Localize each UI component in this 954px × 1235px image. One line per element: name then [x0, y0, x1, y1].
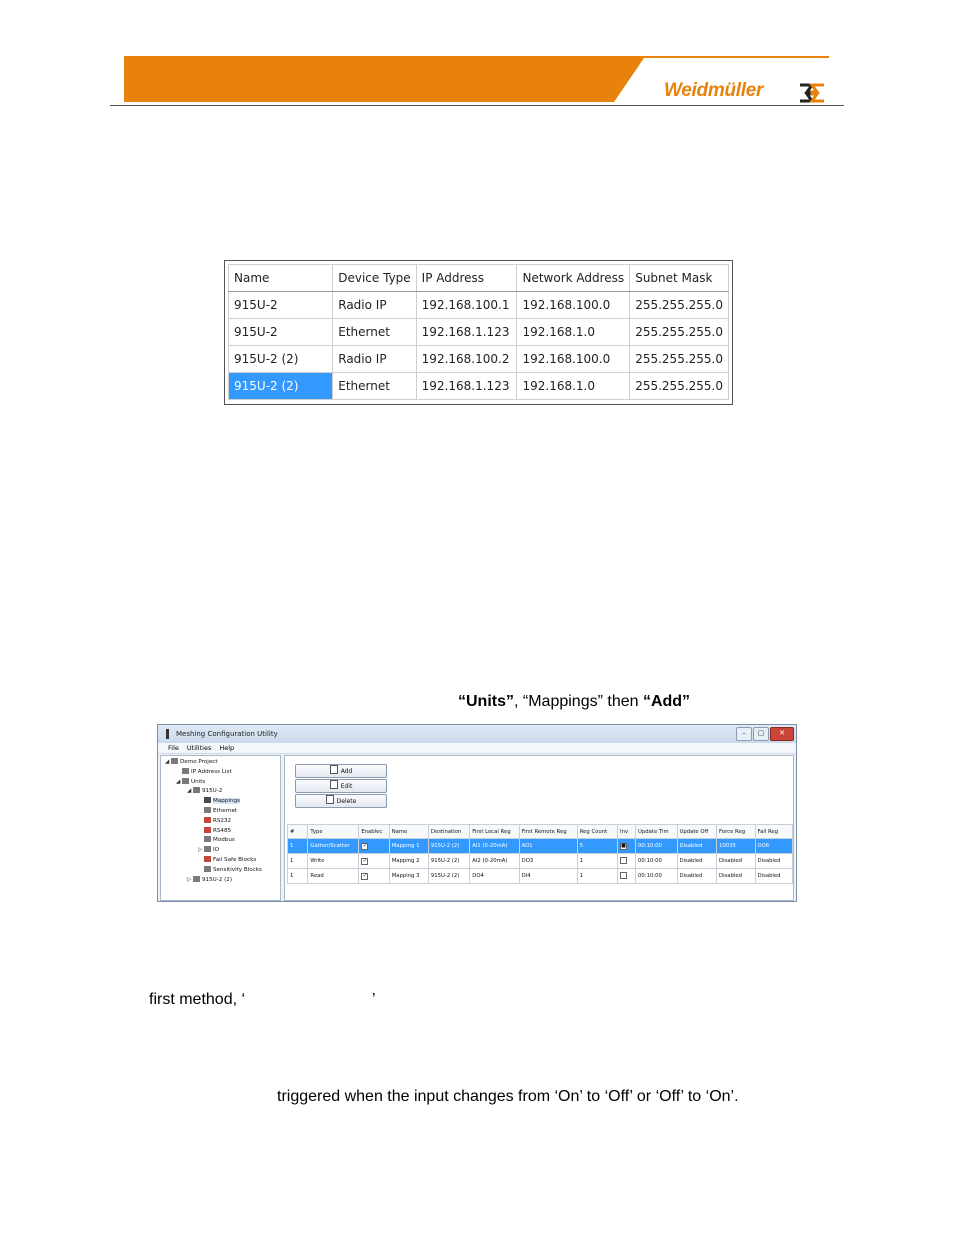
- mapping-cell: Disabled: [677, 854, 717, 869]
- tree-item-label: 915U-2: [202, 788, 223, 795]
- mapping-row[interactable]: [288, 854, 793, 869]
- tree-item[interactable]: [198, 797, 240, 806]
- cell-subnet: 255.255.255.0: [630, 319, 729, 346]
- caption-add: “Add”: [642, 693, 691, 710]
- project-tree: [160, 755, 281, 901]
- mapping-cell: Disabled: [677, 869, 717, 884]
- delete-icon: [326, 795, 334, 804]
- ethernet-icon: [204, 807, 211, 813]
- mappings-col-header[interactable]: Fail Reg: [755, 825, 792, 839]
- meshing-config-window: [157, 724, 797, 902]
- caption-mid: , “Mappings” then: [514, 693, 643, 710]
- delete-button[interactable]: [295, 794, 387, 808]
- cell-network: 192.168.100.0: [517, 346, 630, 373]
- cell-device-type: Ethernet: [333, 319, 416, 346]
- expand-arrow-icon[interactable]: ▷: [187, 876, 192, 883]
- tree-item[interactable]: [198, 866, 262, 875]
- mappings-col-header[interactable]: Type: [308, 825, 359, 839]
- mapping-cell: 1: [288, 854, 308, 869]
- tree-item[interactable]: [176, 778, 205, 787]
- caption-units: “Units”: [458, 693, 514, 710]
- col-name[interactable]: Name: [229, 265, 333, 292]
- minimize-button[interactable]: –: [736, 727, 752, 741]
- mapping-cell: Read: [308, 869, 359, 884]
- cell-device-type: Radio IP: [333, 346, 416, 373]
- expand-arrow-icon[interactable]: ▷: [198, 847, 203, 854]
- tree-item-label: 915U-2 (2): [202, 876, 233, 883]
- mapping-cell: Disabled: [755, 854, 792, 869]
- cell-ip: 192.168.100.1: [416, 292, 517, 319]
- app-icon: [166, 729, 169, 739]
- rs232-icon: [204, 817, 211, 823]
- brand-logo: Weidmüller: [664, 80, 764, 101]
- cell-ip: 192.168.1.123: [416, 373, 517, 400]
- para-close-quote: ’: [372, 991, 376, 1008]
- expand-arrow-icon[interactable]: ◢: [165, 759, 170, 765]
- edit-button[interactable]: [295, 779, 387, 793]
- table-row[interactable]: [229, 346, 729, 373]
- cell-ip: 192.168.100.2: [416, 346, 517, 373]
- mappings-pane: [284, 755, 794, 901]
- table-header-row: [229, 265, 729, 292]
- mapping-cell: Gather/Scatter: [308, 839, 359, 854]
- cell-subnet: 255.255.255.0: [630, 373, 729, 400]
- mappings-icon: [204, 797, 211, 803]
- tree-item[interactable]: [187, 787, 222, 796]
- mapping-cell: 00:10:00: [636, 839, 677, 854]
- edit-label: Edit: [340, 783, 353, 790]
- tree-item[interactable]: [198, 817, 231, 826]
- cell-name: 915U-2: [229, 319, 333, 346]
- enabled-checkbox-cell: [359, 854, 389, 869]
- mapping-cell: Mapping 3: [389, 869, 428, 884]
- col-network-address[interactable]: Network Address: [517, 265, 630, 292]
- io-icon: [204, 846, 211, 852]
- units-icon: [182, 778, 189, 784]
- mapping-cell: 1: [577, 869, 617, 884]
- tree-item-label: Units: [191, 778, 206, 785]
- ip-address-table: [224, 260, 733, 405]
- device-icon: [193, 876, 200, 882]
- mapping-cell: 1: [577, 854, 617, 869]
- checkbox[interactable]: ✓: [362, 857, 367, 864]
- enabled-checkbox-cell: [359, 869, 389, 884]
- tree-item-label: IO: [213, 847, 220, 854]
- mapping-cell: Disabled: [717, 869, 756, 884]
- tree-item[interactable]: [198, 827, 231, 836]
- mapping-cell: 1: [288, 869, 308, 884]
- delete-label: Delete: [336, 798, 357, 805]
- cell-network: 192.168.1.0: [517, 373, 630, 400]
- mapping-row[interactable]: [288, 869, 793, 884]
- mapping-cell: 915U-2 (2): [428, 839, 469, 854]
- sensitivity-icon: [204, 866, 211, 872]
- menu-utilities[interactable]: Utilities: [186, 744, 212, 752]
- mappings-col-header[interactable]: Name: [389, 825, 428, 839]
- mappings-col-header[interactable]: First Remote Reg: [519, 825, 577, 839]
- expand-arrow-icon[interactable]: ◢: [187, 788, 192, 795]
- mappings-col-header[interactable]: #: [288, 825, 308, 839]
- mapping-cell: 10035: [717, 839, 756, 854]
- window-controls: [736, 727, 794, 741]
- modbus-icon: [204, 836, 211, 842]
- enabled-checkbox-cell: [359, 839, 389, 854]
- menu-help[interactable]: Help: [219, 744, 235, 752]
- list-icon: [182, 768, 189, 774]
- mapping-cell: DI4: [519, 869, 577, 884]
- mappings-header-row: [288, 825, 793, 839]
- mapping-cell: Disabled: [755, 869, 792, 884]
- mappings-col-header[interactable]: First Local Reg: [470, 825, 519, 839]
- rs485-icon: [204, 827, 211, 833]
- tree-item[interactable]: [187, 876, 232, 885]
- mappings-col-header[interactable]: Reg Count: [577, 825, 617, 839]
- tree-item[interactable]: [198, 856, 256, 865]
- header-divider: [110, 105, 844, 106]
- device-icon: [193, 787, 200, 793]
- cell-device-type: Ethernet: [333, 373, 416, 400]
- mapping-cell: 915U-2 (2): [428, 869, 469, 884]
- cell-ip: 192.168.1.123: [416, 319, 517, 346]
- tree-item-label: Sensitivity Blocks: [213, 866, 262, 873]
- table-row[interactable]: [229, 292, 729, 319]
- mapping-cell: Mapping 2: [389, 854, 428, 869]
- mapping-cell: AO1: [519, 839, 577, 854]
- mapping-cell: DO3: [519, 854, 577, 869]
- invert-checkbox-cell: [618, 854, 636, 869]
- mappings-col-header[interactable]: Destination: [428, 825, 469, 839]
- tree-item-label: RS232: [213, 817, 232, 824]
- cell-name: 915U-2 (2): [229, 346, 333, 373]
- mapping-cell: Mapping 1: [389, 839, 428, 854]
- tree-item[interactable]: [198, 807, 237, 816]
- mappings-col-header[interactable]: Inv: [618, 825, 636, 839]
- mappings-col-header[interactable]: Force Reg: [717, 825, 756, 839]
- edit-icon: [330, 780, 338, 789]
- mapping-cell: DO4: [470, 869, 519, 884]
- paragraph-first-method: [149, 991, 376, 1009]
- close-button[interactable]: ✕: [770, 727, 794, 741]
- add-icon: [330, 765, 338, 774]
- col-subnet-mask[interactable]: Subnet Mask: [630, 265, 729, 292]
- cell-network: 192.168.100.0: [517, 292, 630, 319]
- tree-item-label: Fail Safe Blocks: [213, 857, 257, 863]
- para-text: first method, ‘: [149, 991, 246, 1008]
- col-ip-address[interactable]: IP Address: [416, 265, 517, 292]
- mapping-cell: Write: [308, 854, 359, 869]
- mapping-cell: 1: [288, 839, 308, 854]
- tree-item-label: Mappings: [213, 798, 240, 805]
- tree-item-label: Ethernet: [213, 808, 238, 814]
- tree-item-label: IP Address List: [191, 768, 232, 775]
- expand-arrow-icon[interactable]: ◢: [176, 778, 181, 785]
- mappings-col-header[interactable]: Update Off: [677, 825, 717, 839]
- tree-item-label: Modbus: [213, 837, 235, 844]
- failsafe-icon: [204, 856, 211, 862]
- cell-name: 915U-2 (2): [229, 373, 333, 400]
- window-titlebar: [158, 725, 796, 743]
- tree-item[interactable]: [176, 768, 232, 777]
- paragraph-triggered: triggered when the input changes from ‘On’ to ‘Off’ or ‘Off’ to ‘On’.: [277, 1088, 739, 1105]
- mapping-row[interactable]: [288, 839, 793, 854]
- mapping-cell: 915U-2 (2): [428, 854, 469, 869]
- mapping-cell: DO6: [755, 839, 792, 854]
- table-row-selected[interactable]: [229, 373, 729, 400]
- menu-bar: [158, 743, 796, 754]
- table-row[interactable]: [229, 319, 729, 346]
- tree-item[interactable]: [198, 846, 219, 855]
- invert-checkbox-cell: [618, 839, 636, 854]
- add-label: Add: [340, 768, 353, 775]
- mapping-cell: 00:10:00: [636, 854, 677, 869]
- tree-item[interactable]: [198, 836, 235, 845]
- window-title: Meshing Configuration Utility: [176, 730, 278, 738]
- col-device-type[interactable]: Device Type: [333, 265, 416, 292]
- checkbox[interactable]: [620, 857, 627, 864]
- mapping-cell: AI2 (0-20mA): [470, 854, 519, 869]
- mappings-col-header[interactable]: Update Tim: [636, 825, 677, 839]
- checkbox[interactable]: ✓: [362, 872, 367, 879]
- mapping-cell: AI1 (0-20mA): [470, 839, 519, 854]
- checkbox[interactable]: ■: [621, 842, 626, 849]
- mappings-col-header[interactable]: Enablec: [359, 825, 389, 839]
- menu-file[interactable]: File: [168, 744, 179, 752]
- tree-item[interactable]: [165, 758, 218, 767]
- cell-device-type: Radio IP: [333, 292, 416, 319]
- mapping-cell: 5: [577, 839, 617, 854]
- checkbox[interactable]: [620, 872, 627, 879]
- add-button[interactable]: [295, 764, 387, 778]
- maximize-button[interactable]: ▢: [753, 727, 769, 741]
- cell-name: 915U-2: [229, 292, 333, 319]
- invert-checkbox-cell: [618, 869, 636, 884]
- tree-item-label: RS485: [213, 827, 232, 834]
- mapping-cell: 00:10:00: [636, 869, 677, 884]
- brand-mark-icon: [798, 82, 826, 104]
- mapping-cell: Disabled: [717, 854, 756, 869]
- mapping-cell: Disabled: [677, 839, 717, 854]
- checkbox[interactable]: ✓: [362, 842, 367, 849]
- instruction-caption: [458, 693, 690, 711]
- mappings-table: [287, 824, 793, 884]
- tree-item-label: Demo Project: [180, 759, 218, 765]
- cell-network: 192.168.1.0: [517, 319, 630, 346]
- cell-subnet: 255.255.255.0: [630, 292, 729, 319]
- project-icon: [171, 758, 178, 764]
- cell-subnet: 255.255.255.0: [630, 346, 729, 373]
